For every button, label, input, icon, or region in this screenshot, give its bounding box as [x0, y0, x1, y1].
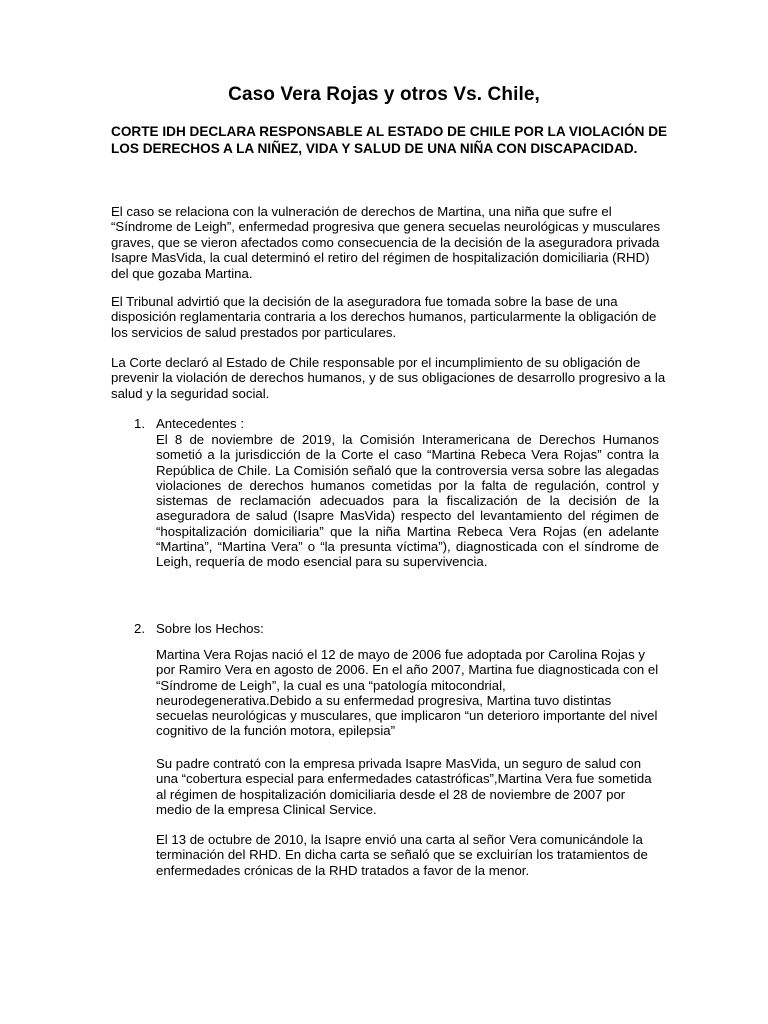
intro-paragraph-2: El Tribunal advirtió que la decisión de la aseguradora fue tomada sobre la base de una disposición reglamentaria contraria a los derechos humanos, particularmente la obligación de los servicios de salud prestados por particulares.: [111, 294, 657, 340]
intro-paragraph-1: El caso se relaciona con la vulneración de derechos de Martina, una niña que sufre el “Síndrome de Leigh”, enfermedad progresiva que genera secuelas neurológicas y musculares graves, que se vieron afectados como consecuencia de la decisión de la aseguradora privada Isapre MasVida, la cual determinó el retiro del régimen de hospitalización domiciliaria (RHD) del que gozaba Martina.: [111, 204, 661, 281]
section-2-paragraph-1: Martina Vera Rojas nació el 12 de mayo de 2006 fue adoptada por Carolina Rojas y por Ramiro Vera en agosto de 2006. En el año 2007, Martina fue diagnosticada con el “Síndrome de Leigh”, la cual es una “patología mitocondrial, neurodegenerativa.Debido a su enfermedad progresiva, Martina tuvo distintas secuelas neurológicas y musculares, que implicaron “un deterioro importante del nivel cognitivo de la función motora, epilepsia”: [156, 647, 659, 739]
section-1-number: 1.: [134, 416, 145, 431]
intro-paragraph-3: La Corte declaró al Estado de Chile responsable por el incumplimiento de su obligación de prevenir la violación de derechos humanos, y de sus obligaciones de desarrollo progresivo a la salud y la seguridad social.: [111, 355, 666, 401]
section-2-number: 2.: [134, 621, 145, 636]
document-subtitle: CORTE IDH DECLARA RESPONSABLE AL ESTADO DE CHILE POR LA VIOLACIÓN DE LOS DERECHOS A LA NIÑEZ, VIDA Y SALUD DE UNA NIÑA CON DISCAPACIDAD.: [111, 124, 668, 156]
section-1-body: El 8 de noviembre de 2019, la Comisión Interamericana de Derechos Humanos sometió a la jurisdicción de la Corte el caso “Martina Rebeca Vera Rojas” contra la República de Chile. La Comisión señaló que la controversia versa sobre las alegadas violaciones de derechos humanos cometidas por la falta de regulación, control y sistemas de reclamación adecuados para la fiscalización de la decisión de la aseguradora de salud (Isapre MasVida) respecto del levantamiento del régimen de “hospitalización domiciliaria” que la niña Martina Rebeca Vera Rojas (en adelante “Martina”, “Martina Vera” o “la presunta víctima”), diagnosticada con el síndrome de Leigh, requería de modo esencial para su supervivencia.: [156, 432, 659, 570]
section-1-heading: Antecedentes :: [156, 416, 244, 431]
section-2-paragraph-3: El 13 de octubre de 2010, la Isapre envió una carta al señor Vera comunicándole la terminación del RHD. En dicha carta se señaló que se excluirían los tratamientos de enfermedades crónicas de la RHD tratados a favor de la menor.: [156, 832, 648, 878]
document-title: Caso Vera Rojas y otros Vs. Chile,: [228, 84, 540, 105]
section-2-paragraph-2: Su padre contrató con la empresa privada Isapre MasVida, un seguro de salud con una “cobertura especial para enfermedades catastróficas”,Martina Vera fue sometida al régimen de hospitalización domiciliaria desde el 28 de noviembre de 2007 por medio de la empresa Clinical Service.: [156, 756, 652, 817]
section-2-heading: Sobre los Hechos:: [156, 621, 264, 636]
